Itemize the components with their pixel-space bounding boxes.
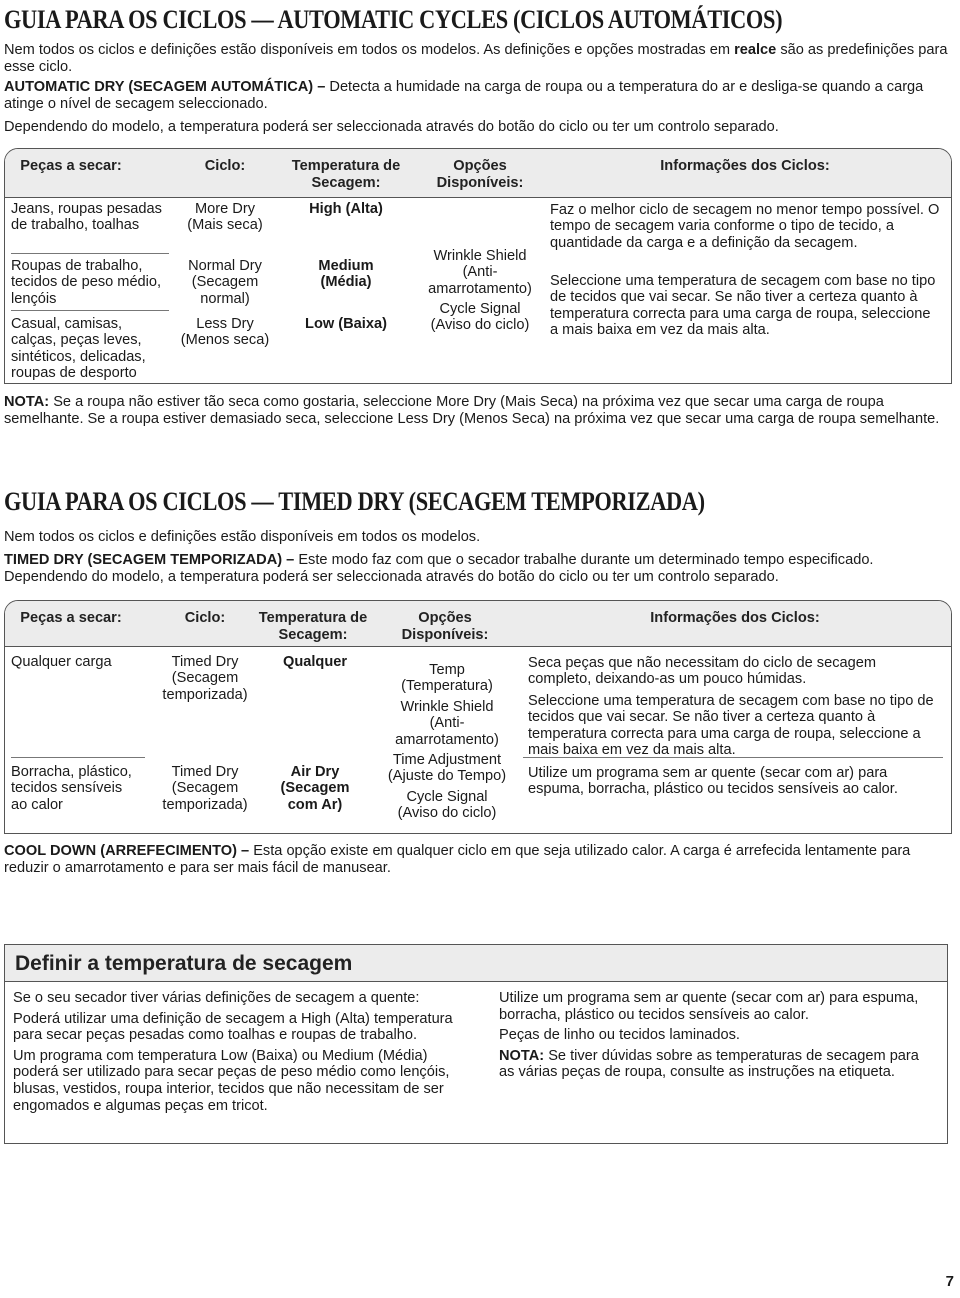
box-right-note: NOTA: Se tiver dúvidas sobre as temperaturas de secagem para as várias peças de roupa, consulte as instruções na etiqueta.: [499, 1047, 919, 1081]
box-left-column: [13, 990, 473, 1114]
automatic-cycles-table: [4, 148, 952, 384]
header-info: Informações dos Ciclos:: [650, 610, 820, 626]
automatic-note: NOTA: Se a roupa não estiver tão seca como gostaria, seleccione More Dry (Mais Seca) na próxima vez que secar uma carga de roupa semelhante. Se a roupa estiver demasiado seca, seleccione Less Dry (Menos Seca) na próxima vez que secar uma carga de roupa semelhante.: [4, 394, 940, 427]
page-number: 7: [945, 1273, 954, 1290]
automatic-intro: Nem todos os ciclos e definições estão disponíveis em todos os modelos. As definições e opções mostradas em realce são as predefinições para esse ciclo.: [4, 42, 948, 75]
box-right-line-2: Peças de linho ou tecidos laminados.: [499, 1027, 740, 1044]
table-row-cycle: Less Dry (Menos seca): [180, 316, 270, 349]
table-row-cycle: Timed Dry (Secagem temporizada): [162, 764, 248, 813]
box-left-line-1: Se o seu secador tiver várias definições de secagem a quente:: [13, 990, 420, 1006]
table-row-items: Roupas de trabalho, tecidos de peso médio, lençóis: [11, 258, 162, 307]
box-right-line-1: Utilize um programa sem ar quente (secar com ar) para espuma, borracha, plástico ou tecidos sensíveis ao calor.: [499, 990, 919, 1023]
table-header: [5, 149, 951, 198]
table-row-temp: Low (Baixa): [305, 316, 387, 332]
header-temp: Temperatura de Secagem:: [291, 158, 401, 191]
box-title: Definir a temperatura de secagem: [15, 952, 353, 975]
options-time-adjustment: Time Adjustment (Ajuste do Tempo): [387, 752, 507, 785]
timed-dry-title: GUIA PARA OS CICLOS — TIMED DRY (SECAGEM TEMPORIZADA): [4, 487, 705, 516]
cycle-info-1: Faz o melhor ciclo de secagem no menor tempo possível. O tempo de secagem varia conforme o tipo de tecido, a quantidade da carga e a definição da secagem.: [550, 202, 940, 251]
drying-temperature-box: [4, 944, 948, 1144]
table-row-temp: Qualquer: [282, 654, 348, 670]
header-options: Opções Disponíveis:: [401, 610, 489, 643]
header-items: Peças a secar:: [20, 610, 122, 626]
options-cycle-signal: Cycle Signal (Aviso do ciclo): [430, 301, 530, 334]
header-cycle: Ciclo:: [184, 610, 226, 626]
options-wrinkle-shield: Wrinkle Shield (Anti-amarrotamento): [395, 699, 499, 748]
box-left-line-3: Um programa com temperatura Low (Baixa) ou Medium (Média) poderá ser utilizado para secar peças de peso médio como lençóis, blusas, vestidos, roupa interior, tecidos que não necessitam de ser engomados e algumas peças em tricot.: [13, 1047, 450, 1114]
options-cycle-signal: Cycle Signal (Aviso do ciclo): [397, 789, 497, 822]
box-left-line-2: Poderá utilizar uma definição de secagem a High (Alta) temperatura para secar peças pesadas como toalhas e roupas de trabalho.: [13, 1010, 453, 1044]
cool-down-note: COOL DOWN (ARREFECIMENTO) – Esta opção existe em qualquer ciclo em que seja utilizado calor. A carga é arrefecida lentamente para reduzir o amarrotamento e para ser mais fácil de manusear.: [4, 843, 911, 876]
cycle-info-3: Utilize um programa sem ar quente (secar com ar) para espuma, borracha, plástico ou tecidos sensíveis ao calor.: [528, 765, 898, 798]
cycle-info-2: Seleccione uma temperatura de secagem com base no tipo de tecidos que vai secar. Se não tiver a certeza quanto à temperatura correcta para uma carga de roupa, seleccione a mais baixa em vez da mais alta.: [550, 273, 936, 339]
options-wrinkle-shield: Wrinkle Shield (Anti-amarrotamento): [428, 248, 532, 297]
table-row-cycle: Timed Dry (Secagem temporizada): [162, 654, 248, 703]
header-cycle: Ciclo:: [204, 158, 246, 174]
table-row-temp: Medium (Média): [318, 258, 374, 291]
table-row-temp: High (Alta): [309, 201, 383, 217]
automatic-cycles-title: GUIA PARA OS CICLOS — AUTOMATIC CYCLES (CICLOS AUTOMÁTICOS): [4, 5, 783, 34]
timed-temp-note: Dependendo do modelo, a temperatura poderá ser seleccionada através do botão do ciclo ou ter um controlo separado.: [4, 569, 779, 585]
box-right-column: [499, 990, 919, 1081]
box-header: [5, 945, 947, 982]
header-info: Informações dos Ciclos:: [660, 158, 830, 174]
table-row-temp: Air Dry (Secagem com Ar): [280, 764, 350, 813]
table-row-items: Casual, camisas, calças, peças leves, sintéticos, delicadas, roupas de desporto: [11, 316, 146, 382]
timed-dry-description: TIMED DRY (SECAGEM TEMPORIZADA) – Este modo faz com que o secador trabalhe durante um determinado tempo especificado.: [4, 552, 874, 568]
automatic-dry-description: AUTOMATIC DRY (SECAGEM AUTOMÁTICA) – Detecta a humidade na carga de roupa ou a temperatura do ar e desliga-se quando a carga atinge o nível de secagem seleccionado.: [4, 79, 924, 112]
table-row-cycle: More Dry (Mais seca): [187, 201, 263, 234]
table-row-items: Jeans, roupas pesadas de trabalho, toalhas: [11, 201, 162, 234]
cycle-info-1: Seca peças que não necessitam do ciclo de secagem completo, deixando-as um pouco húmidas.: [528, 655, 877, 688]
automatic-temp-note: Dependendo do modelo, a temperatura poderá ser seleccionada através do botão do ciclo ou ter um controlo separado.: [4, 119, 779, 135]
header-options: Opções Disponíveis:: [436, 158, 524, 191]
header-temp: Temperatura de Secagem:: [258, 610, 368, 643]
options-temp: Temp (Temperatura): [401, 662, 493, 695]
header-items: Peças a secar:: [20, 158, 122, 174]
timed-dry-table: [4, 600, 952, 834]
table-row-items: Qualquer carga: [11, 654, 112, 670]
table-header: [5, 601, 951, 647]
cycle-info-2: Seleccione uma temperatura de secagem com base no tipo de tecidos que vai secar. Se não tiver a certeza quanto à temperatura correcta para uma carga de roupa, seleccione a mais baixa em vez da mais alta.: [528, 693, 934, 759]
timed-intro: Nem todos os ciclos e definições estão disponíveis em todos os modelos.: [4, 529, 481, 545]
table-row-cycle: Normal Dry (Secagem normal): [188, 258, 262, 307]
table-row-items: Borracha, plástico, tecidos sensíveis ao calor: [11, 764, 132, 813]
